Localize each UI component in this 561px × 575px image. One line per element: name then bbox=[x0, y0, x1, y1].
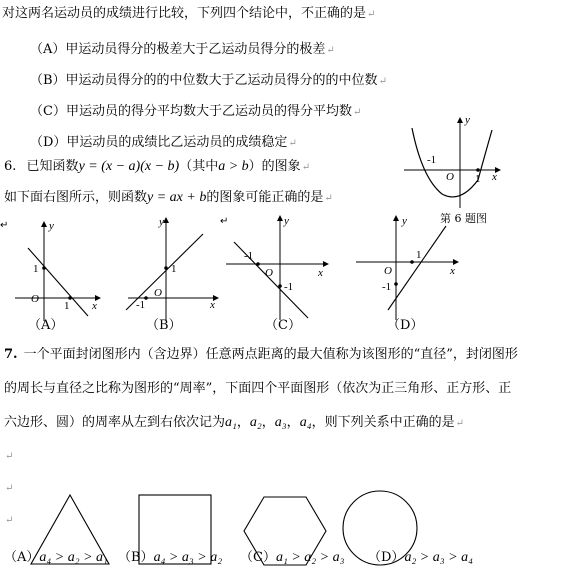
origin-label: O bbox=[31, 293, 39, 305]
origin-label: O bbox=[384, 265, 392, 277]
tick-label-x: -1 bbox=[136, 299, 146, 311]
q5-option-c: （C）甲运动员的得分平均数大于乙运动员的得分平均数↵ bbox=[30, 104, 362, 119]
question-number: 7. bbox=[4, 347, 18, 362]
x-intercept-point bbox=[410, 260, 414, 264]
origin-label: O bbox=[446, 171, 454, 183]
tick-label-1: 1 bbox=[475, 173, 481, 185]
q5-option-a: （A）甲运动员得分的极差大于乙运动员得分的极差↵ bbox=[30, 42, 335, 57]
axis-label-y: y bbox=[159, 216, 164, 228]
blank-line: ↵ bbox=[5, 515, 14, 526]
parabola-curve bbox=[412, 128, 492, 197]
tick-label-y: -1 bbox=[382, 281, 392, 293]
axis-label-x: x bbox=[210, 299, 215, 311]
tick-label-y: 1 bbox=[171, 263, 177, 275]
axis-label-x: x bbox=[492, 171, 497, 183]
q7-stem-line2: 的周长与直径之比称为图形的“周率”，下面四个平面图形（依次为正三角形、正方形、正 bbox=[4, 381, 512, 396]
axis-label-y: y bbox=[49, 220, 54, 232]
root-point bbox=[476, 168, 480, 172]
var-a1: a₁ bbox=[225, 415, 237, 430]
origin-label: O bbox=[154, 287, 162, 299]
linear-function-expression: y = ax + b bbox=[147, 190, 207, 205]
blank-line: ↵ bbox=[5, 483, 14, 494]
graph-c-label: （C） bbox=[265, 318, 301, 333]
q6-stem-line2: 如下面右图所示，则函数y = ax + b的图象可能正确的是↵ bbox=[4, 190, 333, 205]
graph-b-label: （B） bbox=[146, 318, 182, 333]
x-intercept-point bbox=[256, 262, 260, 266]
graph-d-label: （D） bbox=[387, 318, 424, 333]
tick-label-y: 1 bbox=[33, 263, 39, 275]
condition-expression: a > b bbox=[218, 159, 249, 174]
axis-label-x: x bbox=[450, 265, 455, 277]
q7-stem-line3: 六边形、圆）的周率从左到右依次记为a₁，a₂，a₃，a₄，则下列关系中正确的是↵ bbox=[4, 415, 464, 430]
graph-option-b bbox=[118, 212, 228, 327]
q7-option-d: （D）a₂ > a₃ > a₄ bbox=[368, 550, 473, 565]
q5-option-b: （B）甲运动员得分的的中位数大于乙运动员得分的的中位数↵ bbox=[30, 73, 387, 88]
q7-option-a: （A）a₄ > a₂ > a₁ bbox=[4, 550, 108, 565]
var-a2: a₂ bbox=[249, 415, 262, 430]
y-intercept-point bbox=[394, 282, 398, 286]
y-intercept-point bbox=[42, 266, 46, 270]
q7-option-b: （B）a₄ > a₃ > a₂ bbox=[118, 550, 223, 565]
q6-stem-line1: 6. 已知函数y = (x − a)(x − b)（其中a > b）的图象↵ bbox=[4, 159, 311, 174]
blank-line: ↵ bbox=[5, 451, 14, 462]
linear-graph-line bbox=[28, 248, 88, 316]
graph-option-c bbox=[220, 212, 335, 327]
tick-label-x: 1 bbox=[416, 249, 422, 261]
graph-a-label: （A） bbox=[28, 318, 64, 333]
origin-label: O bbox=[265, 267, 273, 279]
axis-label-y: y bbox=[402, 215, 407, 227]
q5-option-d: （D）甲运动员的成绩比乙运动员的成绩稳定↵ bbox=[30, 135, 297, 150]
question-number: 6. bbox=[4, 159, 17, 174]
svg-text:↵: ↵ bbox=[0, 220, 9, 231]
q7-option-c: （C）a₁ > a₂ > a₃ bbox=[240, 550, 345, 565]
y-intercept-point bbox=[164, 266, 168, 270]
tick-label-x: -1 bbox=[244, 250, 254, 262]
graph-option-d bbox=[350, 212, 465, 327]
var-a3: a₃ bbox=[274, 415, 287, 430]
var-a4: a₄ bbox=[299, 415, 312, 430]
tick-label-neg1: -1 bbox=[427, 154, 437, 166]
svg-text:↵: ↵ bbox=[220, 216, 229, 227]
axis-label-x: x bbox=[92, 300, 97, 312]
q7-stem-line1: 7. 一个平面封闭图形内（含边界）任意两点距离的最大值称为该图形的“直径”，封闭图形 bbox=[4, 347, 518, 362]
axis-label-x: x bbox=[318, 267, 323, 279]
function-expression: y = (x − a)(x − b) bbox=[78, 159, 180, 174]
q5-intro: 对这两名运动员的成绩进行比较，下列四个结论中，不正确的是↵ bbox=[2, 6, 376, 21]
y-intercept-point bbox=[278, 284, 282, 288]
tick-label-x: 1 bbox=[64, 300, 70, 312]
linear-graph-line bbox=[388, 226, 446, 310]
axis-label-y: y bbox=[284, 215, 289, 227]
tick-label-y: -1 bbox=[284, 281, 294, 293]
figure-caption: 第 6 题图 bbox=[440, 212, 487, 225]
axis-label-y: y bbox=[465, 114, 470, 126]
